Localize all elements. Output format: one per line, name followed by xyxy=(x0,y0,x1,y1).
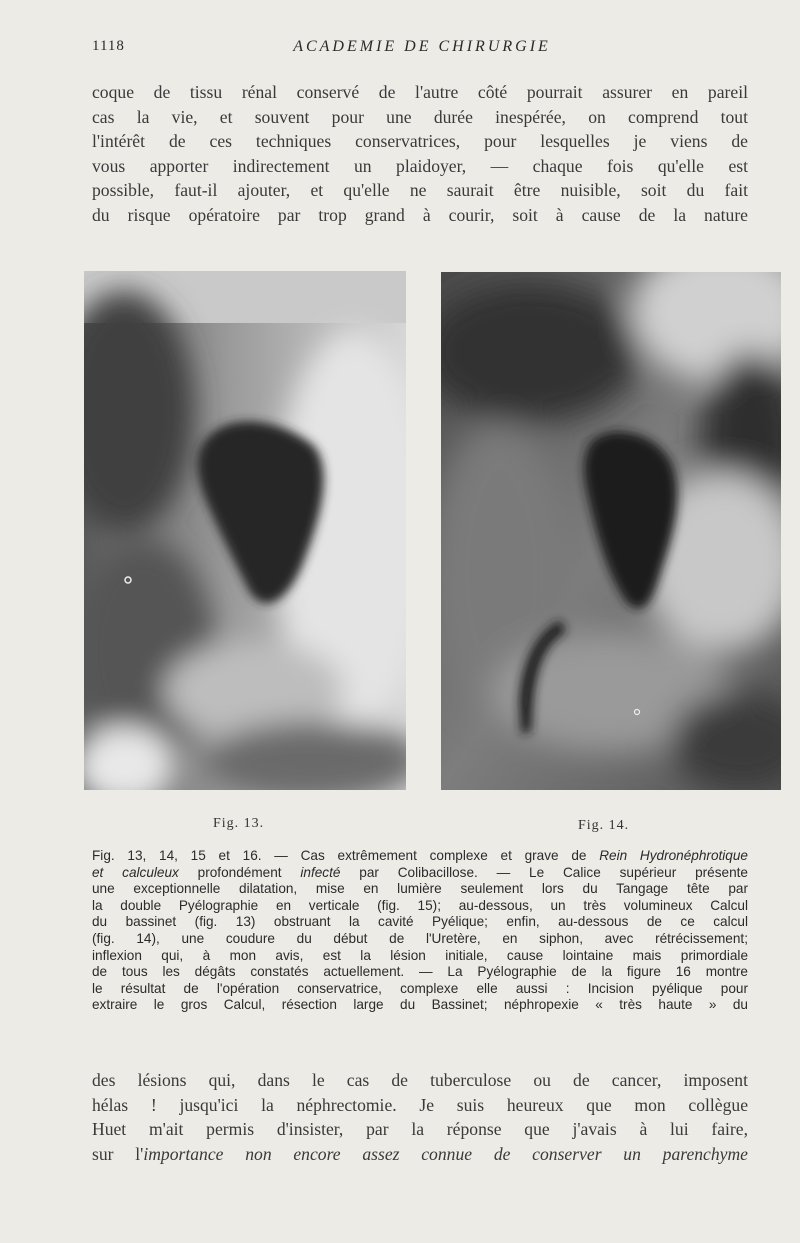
caption-line: inflexion qui, à mon avis, est la lésion initiale, cause lointaine mais primordiale xyxy=(92,947,748,963)
text-line: cas la vie, et souvent pour une durée inespérée, on comprend tout xyxy=(92,106,748,127)
radiograph-14-image xyxy=(441,272,781,790)
text-plain: sur l' xyxy=(92,1143,144,1164)
text-line: Huet m'ait permis d'insister, par la réponse que j'avais à lui faire, xyxy=(92,1119,748,1140)
figure-14-label: Fig. 14. xyxy=(578,818,630,833)
page-header xyxy=(92,38,752,62)
caption-line: du bassinet (fig. 13) obstruant la cavité Pyélique; enfin, au-dessous de ce calcul xyxy=(92,914,748,930)
bottom-paragraph xyxy=(92,1068,748,1166)
caption-line xyxy=(92,848,748,865)
caption-line: de tous les dégâts constatés actuellement. — La Pyélographie de la figure 16 montre xyxy=(92,964,748,980)
caption-line: (fig. 14), une coudure du début de l'Uretère, en siphon, avec rétrécissement; xyxy=(92,930,748,946)
caption-text: profondément xyxy=(178,864,301,880)
caption-text: par Colibacillose. — Le Calice supérieur présente xyxy=(340,864,748,880)
text-italic: importance non encore assez connue de conserver un parenchyme xyxy=(143,1143,748,1164)
caption-italic: Rein Hydronéphrotique xyxy=(599,848,748,863)
text-line: du risque opératoire par trop grand à courir, soit à cause de la nature xyxy=(92,204,748,225)
caption-italic: infecté xyxy=(300,864,341,880)
text-line: possible, faut-il ajouter, et qu'elle ne saurait être nuisible, soit du fait xyxy=(92,180,748,201)
text-line: coque de tissu rénal conservé de l'autre côté pourrait assurer en pareil xyxy=(92,82,748,102)
text-line: vous apporter indirectement un plaidoyer, — chaque fois qu'elle est xyxy=(92,155,748,176)
page-number: 1118 xyxy=(92,38,125,54)
caption-line: une exceptionnelle dilatation, mise en lumière seulement lors du Tangage tête par xyxy=(92,881,748,897)
caption-italic: et calculeux xyxy=(92,864,179,880)
caption-line: le résultat de l'opération conservatrice, complexe elle aussi : Incision pyélique pour xyxy=(92,980,748,996)
figure-13-label: Fig. 13. xyxy=(213,816,265,831)
figure-caption xyxy=(92,848,748,1014)
text-line: des lésions qui, dans le cas de tuberculose ou de cancer, imposent xyxy=(92,1070,748,1090)
figure-13-radiograph xyxy=(84,271,406,790)
running-head: ACADEMIE DE CHIRURGIE xyxy=(293,38,551,55)
caption-line: la double Pyélographie en verticale (fig. 15); au-dessous, un très volumineux Calcul xyxy=(92,897,748,913)
top-paragraph xyxy=(92,80,748,228)
text-line: l'intérêt de ces techniques conservatrices, pour lesquelles je viens de xyxy=(92,131,748,152)
figure-14-radiograph xyxy=(441,272,781,790)
caption-lead: Fig. 13, 14, 15 et 16. — Cas extrêmement complexe et grave de xyxy=(92,848,600,863)
text-line xyxy=(92,1142,748,1167)
caption-line xyxy=(92,865,748,882)
radiograph-13-image xyxy=(84,271,406,790)
caption-line: extraire le gros Calcul, résection large du Bassinet; néphropexie « très haute » du xyxy=(92,997,748,1013)
text-line: hélas ! jusqu'ici la néphrectomie. Je suis heureux que mon collègue xyxy=(92,1094,748,1115)
